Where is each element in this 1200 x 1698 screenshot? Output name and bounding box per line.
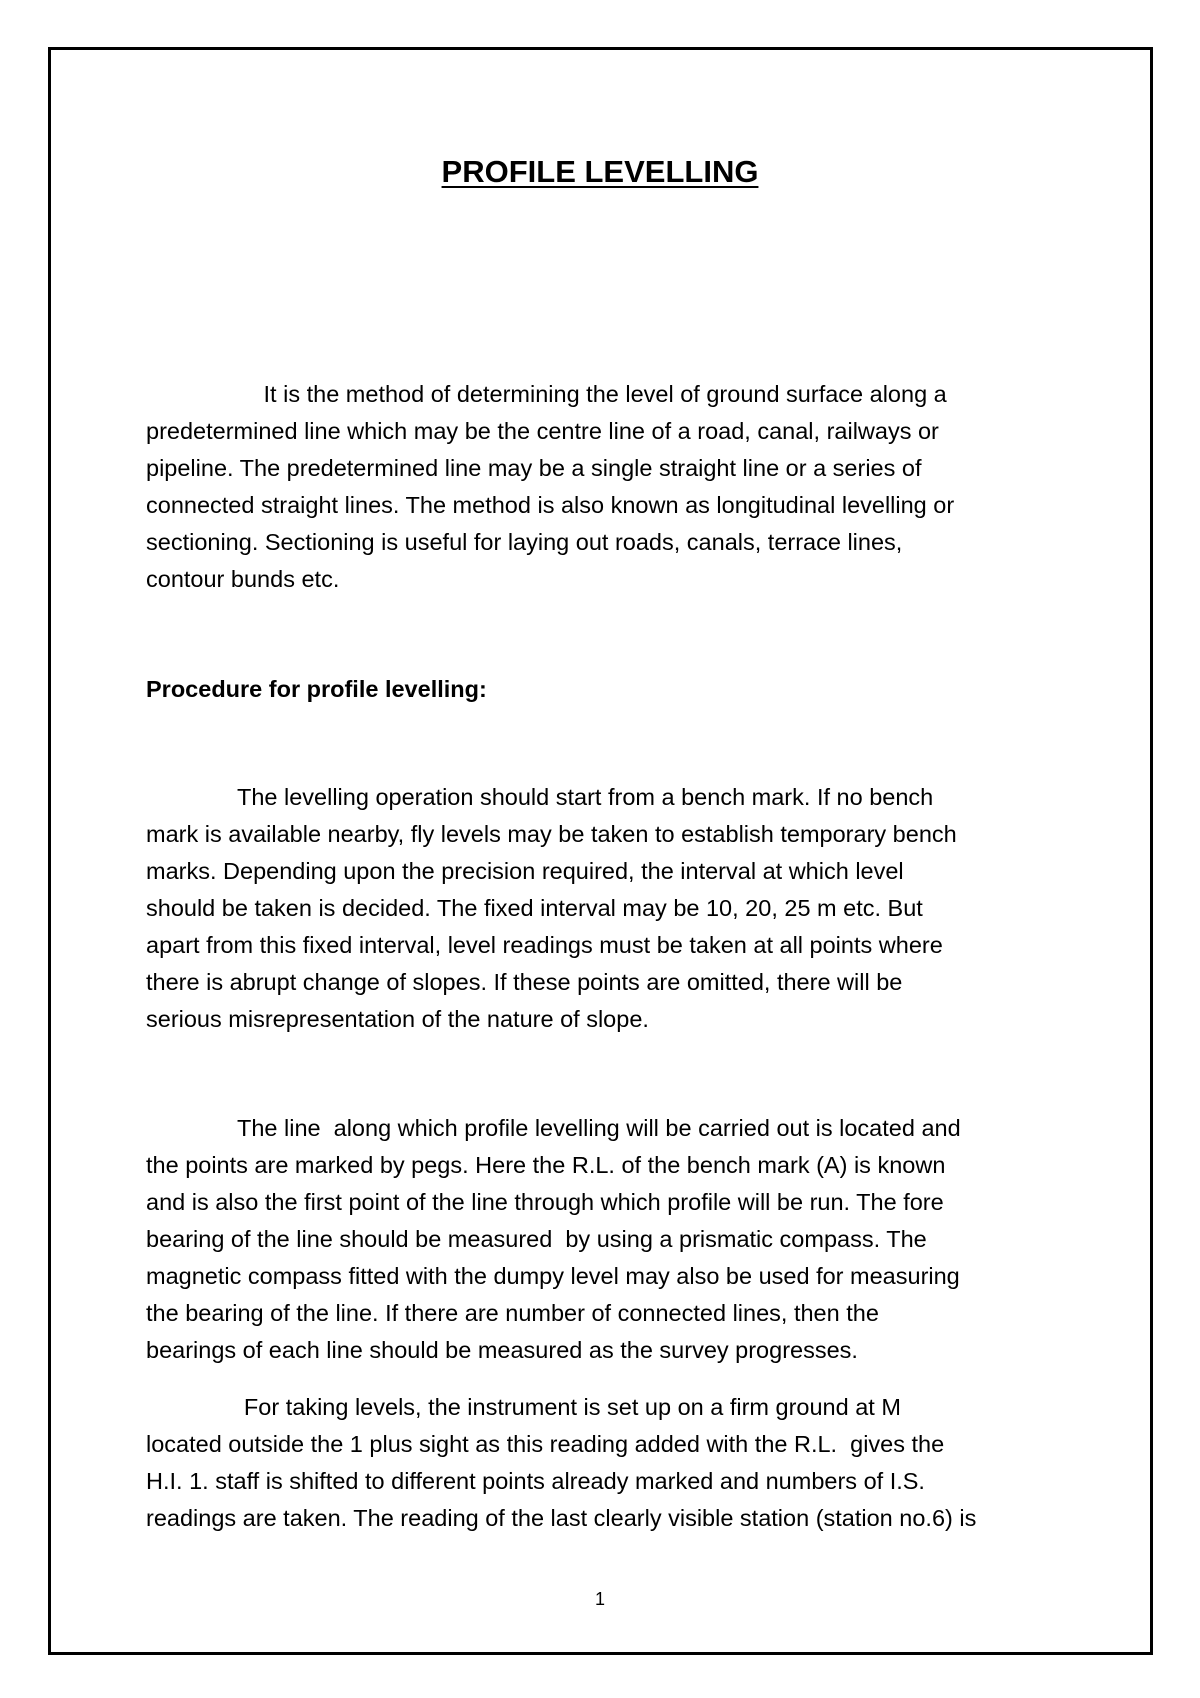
text-line: H.I. 1. staff is shifted to different points already marked and numbers of I.S. bbox=[146, 1468, 925, 1494]
text-line: mark is available nearby, fly levels may be taken to establish temporary bench bbox=[146, 821, 957, 847]
text-line: contour bunds etc. bbox=[146, 566, 340, 592]
text-line: the points are marked by pegs. Here the R.L. of the bench mark (A) is known bbox=[146, 1152, 946, 1178]
text-line: pipeline. The predetermined line may be a single straight line or a series of bbox=[146, 455, 922, 481]
text-line: should be taken is decided. The fixed interval may be 10, 20, 25 m etc. But bbox=[146, 895, 923, 921]
title-text: PROFILE LEVELLING bbox=[441, 154, 759, 189]
text-line: For taking levels, the instrument is set up on a firm ground at M bbox=[146, 1394, 901, 1420]
page-number: 1 bbox=[594, 1589, 605, 1609]
text-line: bearings of each line should be measured as the survey progresses. bbox=[146, 1337, 858, 1363]
text-line: and is also the first point of the line through which profile will be run. The fore bbox=[146, 1189, 944, 1215]
text-line: the bearing of the line. If there are number of connected lines, then the bbox=[146, 1300, 879, 1326]
intro-paragraph bbox=[146, 376, 1066, 598]
text-line: readings are taken. The reading of the last clearly visible station (station no.6) is bbox=[146, 1505, 977, 1531]
procedure-paragraph-1 bbox=[146, 779, 1066, 1038]
text-line: The levelling operation should start from a bench mark. If no bench bbox=[146, 784, 934, 810]
text-line: predetermined line which may be the centre line of a road, canal, railways or bbox=[146, 418, 939, 444]
text-line: sectioning. Sectioning is useful for laying out roads, canals, terrace lines, bbox=[146, 529, 903, 555]
document-title bbox=[0, 150, 1200, 194]
text-line: magnetic compass fitted with the dumpy level may also be used for measuring bbox=[146, 1263, 960, 1289]
procedure-paragraph-2 bbox=[146, 1110, 1066, 1369]
procedure-heading: Procedure for profile levelling: bbox=[146, 676, 487, 702]
text-line: apart from this fixed interval, level readings must be taken at all points where bbox=[146, 932, 943, 958]
text-line: there is abrupt change of slopes. If these points are omitted, there will be bbox=[146, 969, 903, 995]
text-line: serious misrepresentation of the nature of slope. bbox=[146, 1006, 649, 1032]
text-line: marks. Depending upon the precision required, the interval at which level bbox=[146, 858, 904, 884]
procedure-paragraph-3 bbox=[146, 1389, 1066, 1537]
text-line: bearing of the line should be measured by using a prismatic compass. The bbox=[146, 1226, 927, 1252]
text-line: It is the method of determining the level of ground surface along a bbox=[146, 381, 947, 407]
text-line: located outside the 1 plus sight as this reading added with the R.L. gives the bbox=[146, 1431, 945, 1457]
text-line: The line along which profile levelling will be carried out is located and bbox=[146, 1115, 961, 1141]
text-line: connected straight lines. The method is also known as longitudinal levelling or bbox=[146, 492, 955, 518]
